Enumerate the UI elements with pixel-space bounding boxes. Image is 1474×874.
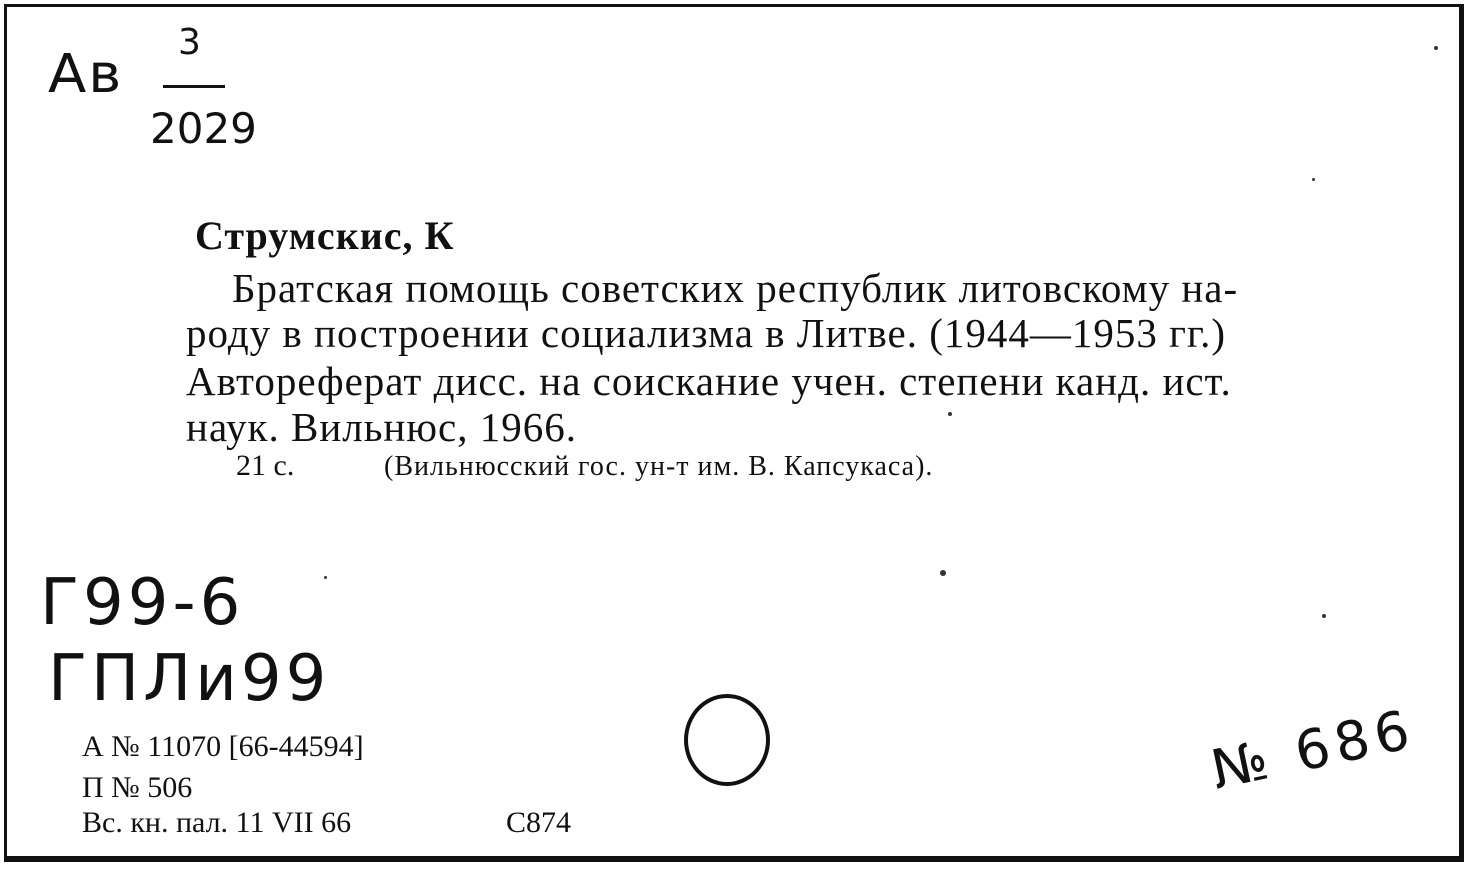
circle-stamp-mark [684,694,770,786]
registration-line-1: А № 11070 [66-44594] [82,730,364,763]
handwritten-note: № 686 [1205,697,1421,802]
handwritten-shelf-mark-1: Г99-6 [40,566,245,640]
handwritten-code: Ав [48,43,124,106]
scan-speck [940,570,946,576]
title-line-4: наук. Вильнюс, 1966. [186,404,577,450]
handwritten-fraction-numerator: 3 [178,22,203,63]
title-line-3: Автореферат дисс. на соискание учен. степени канд. ист. [186,358,1232,404]
registration-line-3: Вс. кн. пал. 11 VII 66 [82,806,352,839]
title-line-1: Братская помощь советских республик литовскому на- [232,265,1239,311]
page-count: 21 с. [236,449,295,482]
handwritten-shelf-mark-2: ГПЛи99 [48,642,331,716]
author-heading: Струмскис, К [195,213,455,258]
fraction-line [163,85,225,88]
scan-speck [948,412,952,416]
registration-line-2: П № 506 [82,771,193,804]
scan-speck [1434,46,1438,50]
publisher-note: (Вильнюсский гос. ун-т им. В. Капсукаса). [384,451,934,482]
handwritten-fraction-denominator: 2029 [150,104,257,153]
scan-speck [324,576,327,579]
scan-speck [1312,178,1315,181]
title-line-2: роду в построении социализма в Литве. (1944—1953 гг.) [186,310,1227,356]
registration-code: С874 [506,806,572,839]
scan-speck [1322,614,1326,618]
